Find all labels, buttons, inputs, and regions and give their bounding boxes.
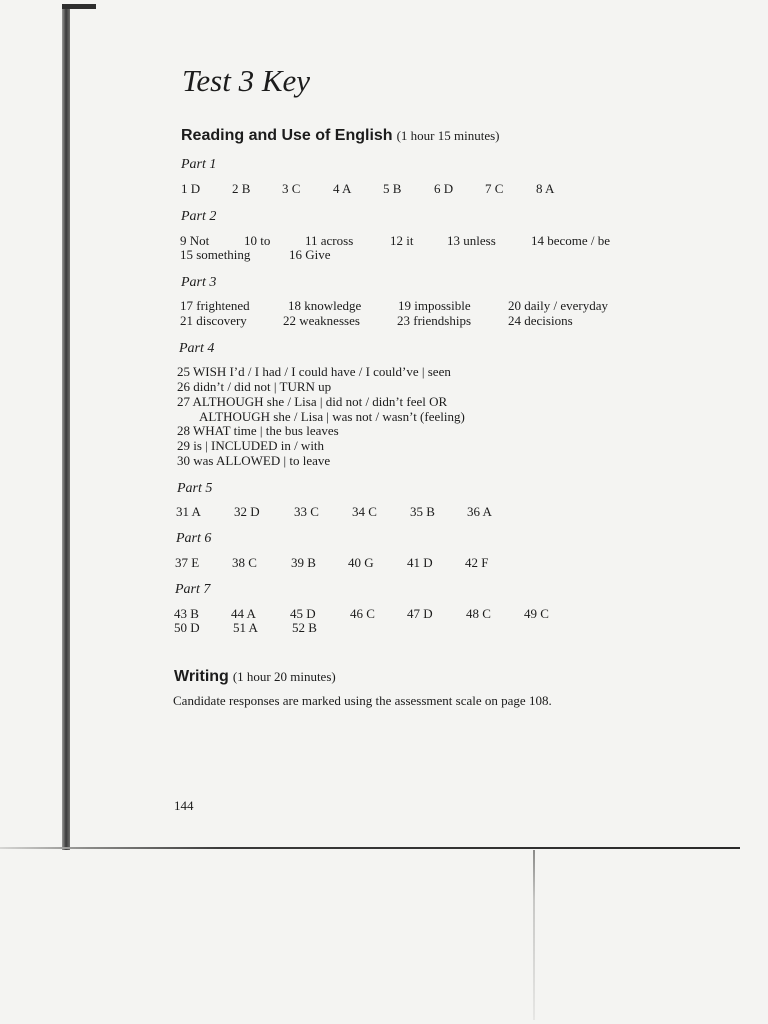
part-4-answer-line: 26 didn’t / did not | TURN up — [177, 379, 332, 394]
binding-edge-top — [62, 4, 96, 9]
writing-heading-label: Writing — [174, 668, 229, 685]
part-7-answer: 50 D — [174, 620, 200, 635]
part-2-answer: 10 to — [244, 233, 271, 248]
part-1-answer: 7 C — [485, 181, 504, 196]
part-6-answer: 37 E — [175, 555, 200, 570]
part-4-answer-line: 30 was ALLOWED | to leave — [177, 453, 331, 468]
reading-heading-label: Reading and Use of English — [181, 127, 393, 144]
part-4-answer-line: ALTHOUGH she / Lisa | was not / wasn’t (feeling) — [199, 409, 465, 424]
part-3-answer: 18 knowledge — [288, 298, 362, 313]
part-3-answer: 19 impossible — [398, 298, 471, 313]
part-2-answer: 12 it — [390, 233, 414, 248]
part-2-answer: 9 Not — [180, 233, 210, 248]
part-2-answer: 16 Give — [289, 247, 331, 262]
part-7-answer: 47 D — [407, 606, 433, 621]
part-4-answer-line: 29 is | INCLUDED in / with — [177, 438, 325, 453]
part-3-answer: 23 friendships — [397, 313, 472, 328]
reading-section-heading — [181, 126, 499, 146]
part-5-answer: 31 A — [176, 504, 201, 519]
part-7-answer: 51 A — [233, 620, 258, 635]
part-1-answer: 2 B — [232, 181, 251, 196]
part-6-answer: 41 D — [407, 555, 433, 570]
part-4-answer-line: 27 ALTHOUGH she / Lisa | did not / didn’t feel OR — [177, 394, 448, 409]
part-6-answer: 40 G — [348, 555, 374, 570]
part-2-answer: 15 something — [180, 247, 251, 262]
part-2-answer: 13 unless — [447, 233, 496, 248]
part-6-answer: 39 B — [291, 555, 316, 570]
part-5-answer: 32 D — [234, 504, 260, 519]
part-7-answer: 52 B — [292, 620, 317, 635]
part-7-label: Part 7 — [175, 582, 211, 597]
part-3-answer: 20 daily / everyday — [508, 298, 608, 313]
writing-section-heading — [174, 667, 336, 687]
part-2-label: Part 2 — [181, 209, 217, 224]
part-2-answer: 11 across — [305, 233, 354, 248]
writing-note: Candidate responses are marked using the assessment scale on page 108. — [173, 693, 552, 708]
writing-duration: (1 hour 20 minutes) — [232, 669, 336, 684]
part-7-answer: 44 A — [231, 606, 256, 621]
part-4-answer-line: 28 WHAT time | the bus leaves — [177, 423, 339, 438]
part-5-answer: 36 A — [467, 504, 492, 519]
page-title: Test 3 Key — [182, 63, 311, 98]
part-3-label: Part 3 — [181, 275, 217, 290]
page-bottom-edge — [0, 847, 740, 849]
part-5-label: Part 5 — [177, 481, 213, 496]
part-7-answer: 43 B — [174, 606, 199, 621]
part-6-answer: 42 F — [465, 555, 489, 570]
part-1-answer: 4 A — [333, 181, 352, 196]
part-7-answer: 46 C — [350, 606, 375, 621]
part-5-answer: 33 C — [294, 504, 319, 519]
part-2-answer: 14 become / be — [531, 233, 611, 248]
part-4-label: Part 4 — [179, 341, 215, 356]
page-number: 144 — [174, 798, 194, 813]
part-1-label: Part 1 — [181, 157, 217, 172]
part-3-answer: 24 decisions — [508, 313, 573, 328]
part-7-answer: 49 C — [524, 606, 549, 621]
part-6-label: Part 6 — [176, 531, 212, 546]
binding-edge-left — [62, 4, 70, 850]
part-6-answer: 38 C — [232, 555, 257, 570]
part-1-answer: 8 A — [536, 181, 555, 196]
part-1-answer: 6 D — [434, 181, 454, 196]
part-5-answer: 35 B — [410, 504, 435, 519]
part-5-answer: 34 C — [352, 504, 377, 519]
part-4-answer-line: 25 WISH I’d / I had / I could have / I could’ve | seen — [177, 364, 451, 379]
part-7-answer: 48 C — [466, 606, 491, 621]
reading-duration: (1 hour 15 minutes) — [396, 128, 500, 143]
part-1-answer: 1 D — [181, 181, 201, 196]
page-fold-line — [533, 850, 535, 1020]
part-3-answer: 22 weaknesses — [283, 313, 360, 328]
part-1-answer: 3 C — [282, 181, 301, 196]
part-7-answer: 45 D — [290, 606, 316, 621]
part-1-answer: 5 B — [383, 181, 402, 196]
part-3-answer: 21 discovery — [180, 313, 247, 328]
part-3-answer: 17 frightened — [180, 298, 250, 313]
